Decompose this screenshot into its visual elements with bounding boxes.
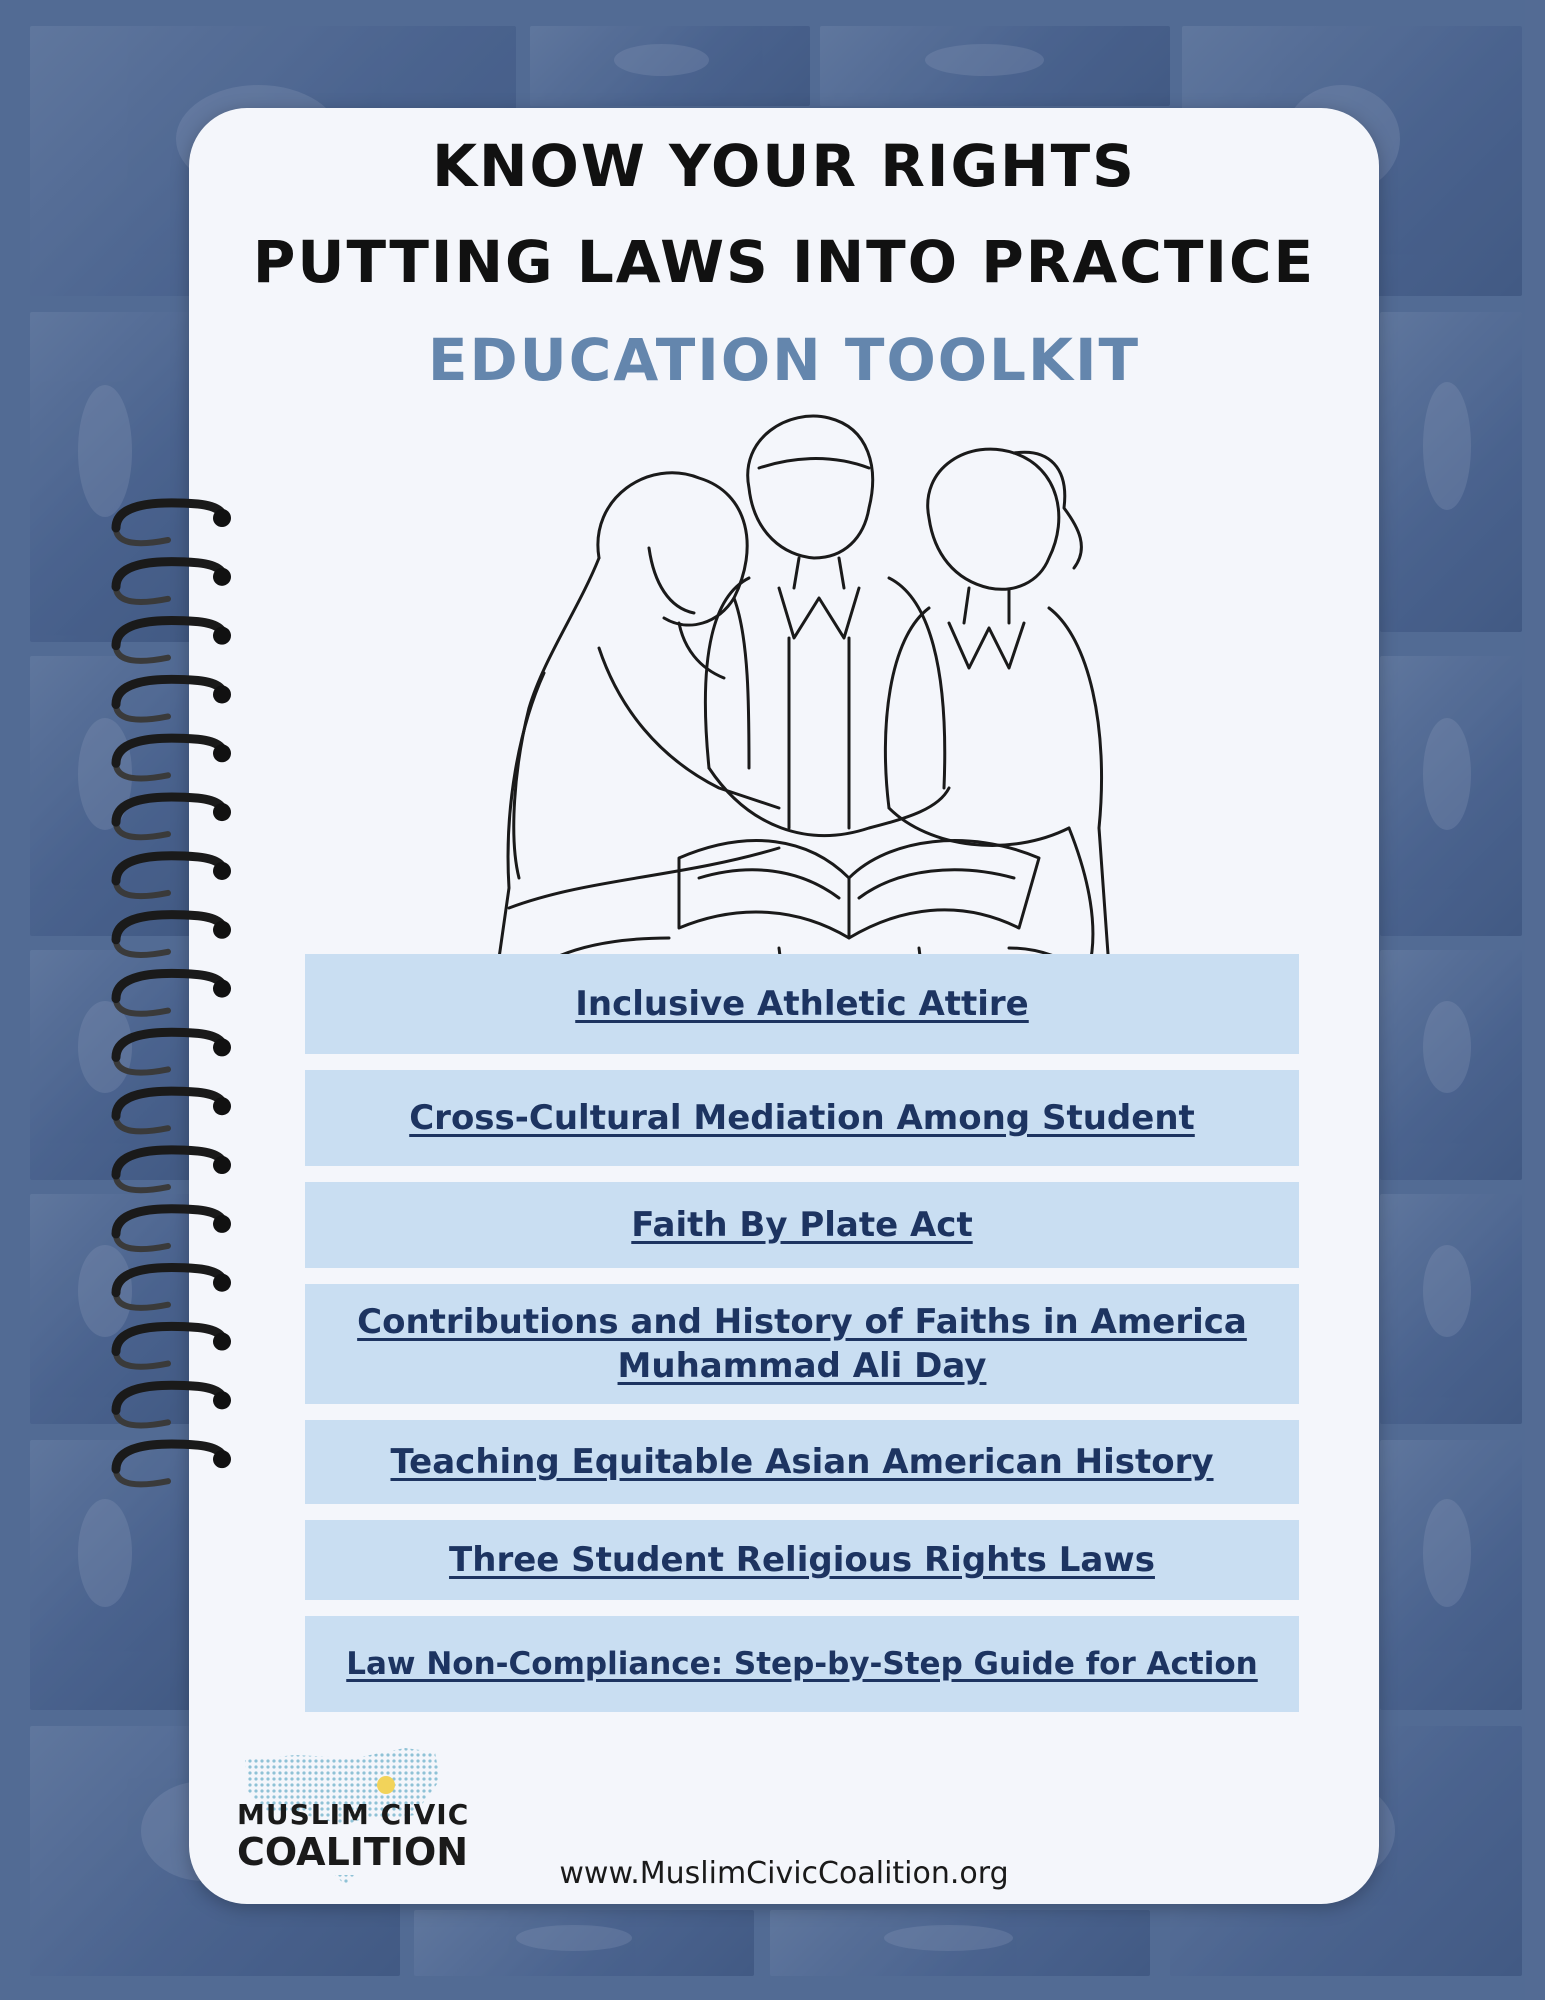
website-url[interactable]: www.MuslimCivicCoalition.org bbox=[559, 1856, 1009, 1891]
spiral-coil bbox=[116, 679, 231, 719]
spiral-coil bbox=[116, 1444, 231, 1484]
link-box-faith-by-plate-act bbox=[305, 1182, 1299, 1268]
spiral-coil bbox=[116, 1032, 231, 1072]
notebook-page bbox=[189, 108, 1379, 1904]
link-religious-rights-laws[interactable]: Three Student Religious Rights Laws bbox=[449, 1540, 1155, 1580]
link-contributions-history-faiths[interactable] bbox=[357, 1300, 1247, 1388]
spiral-coil bbox=[116, 1150, 231, 1190]
spiral-coil bbox=[116, 562, 231, 602]
link-line-muhammad-ali-day: Muhammad Ali Day bbox=[617, 1346, 987, 1386]
link-cross-cultural-mediation[interactable]: Cross-Cultural Mediation Among Student bbox=[409, 1098, 1195, 1138]
link-line-contributions: Contributions and History of Faiths in America bbox=[357, 1302, 1247, 1342]
link-law-non-compliance[interactable]: Law Non-Compliance: Step-by-Step Guide for Action bbox=[346, 1646, 1258, 1682]
spiral-coil bbox=[116, 1091, 231, 1131]
subtitle-education-toolkit: EDUCATION TOOLKIT bbox=[427, 326, 1141, 394]
spiral-coil bbox=[116, 1209, 231, 1249]
title-know-your-rights: KNOW YOUR RIGHTS bbox=[432, 132, 1136, 200]
spiral-binding bbox=[108, 490, 238, 1510]
link-box-religious-rights-laws bbox=[305, 1520, 1299, 1600]
three-students-reading-book-icon bbox=[449, 408, 1149, 1028]
link-box-law-non-compliance bbox=[305, 1616, 1299, 1712]
spiral-coil bbox=[116, 1268, 231, 1308]
link-box-cross-cultural-mediation bbox=[305, 1070, 1299, 1166]
title-putting-laws-into-practice: PUTTING LAWS INTO PRACTICE bbox=[252, 228, 1316, 296]
spiral-coil bbox=[116, 797, 231, 837]
link-faith-by-plate-act[interactable]: Faith By Plate Act bbox=[631, 1205, 973, 1245]
link-box-asian-american-history bbox=[305, 1420, 1299, 1504]
logo-text-coalition: COALITION bbox=[237, 1830, 469, 1874]
spiral-coil bbox=[116, 620, 231, 660]
spiral-coil bbox=[116, 973, 231, 1013]
link-inclusive-athletic-attire[interactable]: Inclusive Athletic Attire bbox=[575, 984, 1029, 1024]
link-box-contributions-history-faiths bbox=[305, 1284, 1299, 1404]
spiral-coil bbox=[116, 503, 231, 543]
spiral-coil bbox=[116, 856, 231, 896]
spiral-coil bbox=[116, 915, 231, 955]
logo-text-muslim-civic: MUSLIM CIVIC bbox=[237, 1798, 470, 1831]
spiral-coil bbox=[116, 1385, 231, 1425]
link-asian-american-history[interactable]: Teaching Equitable Asian American History bbox=[390, 1442, 1214, 1482]
link-box-inclusive-athletic-attire bbox=[305, 954, 1299, 1054]
spiral-coil bbox=[116, 1326, 231, 1366]
spiral-coil bbox=[116, 738, 231, 778]
